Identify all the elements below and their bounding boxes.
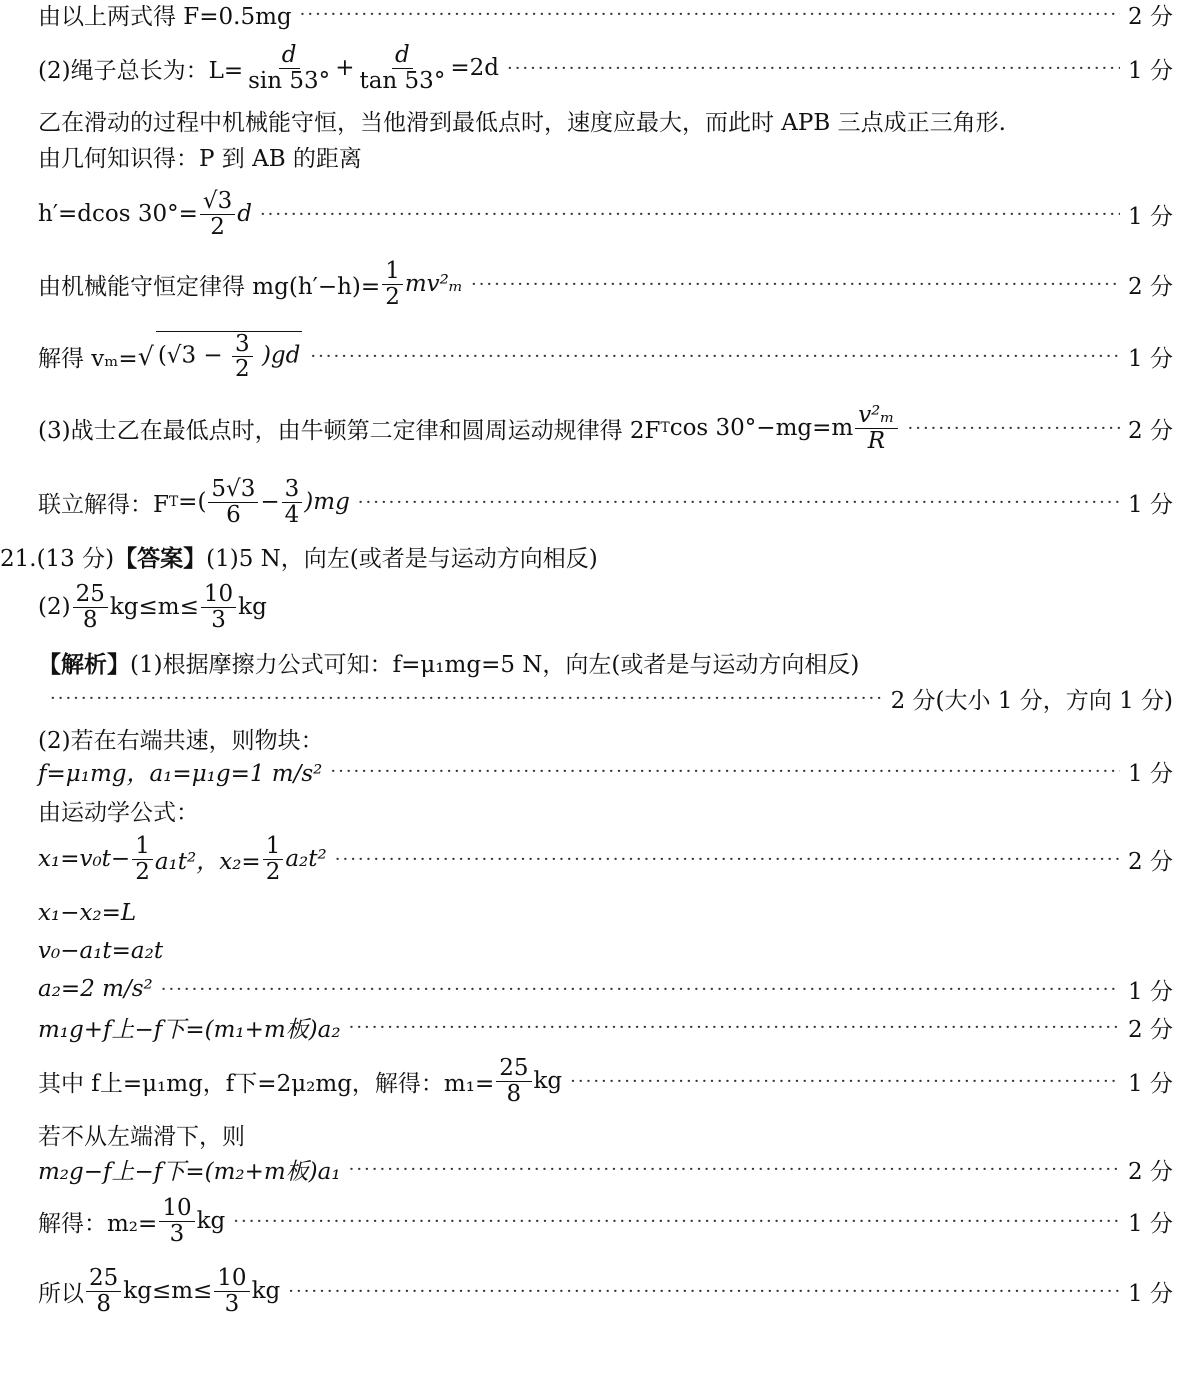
- leader-dots: [310, 346, 1120, 367]
- leader-dots: [358, 492, 1120, 513]
- fraction: [263, 834, 284, 883]
- paragraph: 由几何知识得：P 到 AB 的距离: [38, 146, 362, 172]
- solution-line-1: [38, 0, 1173, 28]
- equation: 由以上两式得 F=0.5mg: [38, 3, 292, 30]
- frac-den: R: [867, 427, 886, 454]
- fraction: [496, 1056, 531, 1105]
- frac-num: 25: [496, 1056, 531, 1081]
- friction-line: [38, 756, 1173, 786]
- equation: [38, 1056, 562, 1105]
- equation: [38, 1196, 225, 1245]
- radicand-b: )gd: [261, 342, 301, 369]
- height-line: [38, 186, 1173, 242]
- fraction: [208, 477, 258, 526]
- equation: [38, 189, 252, 238]
- m1-line: [38, 1052, 1173, 1110]
- leader-dots: [260, 204, 1120, 225]
- eq-part: x₁=v₀t−: [38, 846, 131, 872]
- equation: [38, 1266, 280, 1315]
- frac-den: 2: [210, 213, 225, 240]
- leader-dots: [349, 1017, 1120, 1038]
- frac-num: 10: [201, 582, 236, 607]
- frac-num: 3: [232, 332, 253, 357]
- question-number: 21.: [0, 546, 37, 572]
- leader-dots: [233, 1211, 1120, 1232]
- equation: m₂g−f上−f下=(m₂+m板)a₁: [38, 1158, 341, 1185]
- radical-icon: √: [137, 341, 154, 371]
- eq-suffix: kg: [251, 1278, 281, 1304]
- eq-part: a₂t²: [285, 846, 327, 872]
- frac-num: 5√3: [208, 477, 258, 502]
- score: 1 分: [1128, 203, 1173, 230]
- eq-prefix: (2)绳子总长为：L=: [38, 57, 244, 84]
- frac-den: 6: [226, 501, 241, 528]
- score: 2 分: [1128, 848, 1173, 875]
- eq-suffix: kg: [533, 1068, 563, 1094]
- kinematics-line: [38, 830, 1173, 888]
- fraction: [201, 582, 236, 631]
- equation: a₂=2 m/s²: [38, 976, 153, 1002]
- frac-num: √3: [200, 189, 235, 214]
- equation: [38, 582, 267, 631]
- equation: [38, 477, 350, 526]
- energy-line: [38, 256, 1173, 312]
- eq-suffix: )mg: [304, 489, 350, 515]
- leader-dots: [161, 979, 1120, 1000]
- eq-prefix: (2): [38, 594, 71, 620]
- eq-prefix: 解得 vₘ=: [38, 345, 138, 372]
- score: 1 分: [1128, 1210, 1173, 1237]
- fraction: [73, 582, 108, 631]
- eq-prefix: 联立解得：F: [38, 491, 169, 518]
- force-line-2: [38, 1154, 1173, 1184]
- score: 2 分: [1128, 3, 1173, 30]
- score: 1 分: [1128, 1070, 1173, 1097]
- eq-end: =2d: [450, 55, 499, 81]
- frac-num: 1: [382, 259, 403, 284]
- frac-num: 1: [263, 834, 284, 859]
- eq-suffix: mv²ₘ: [404, 271, 463, 297]
- frac-num: v²ₘ: [855, 403, 897, 428]
- force-line: [38, 1012, 1173, 1042]
- step-text: (2)若在右端共速，则物块：: [38, 728, 324, 754]
- question-21-header: [0, 540, 1171, 573]
- question-points: (13 分): [36, 546, 115, 572]
- eq-open: =(: [178, 489, 207, 515]
- eq-suffix: d: [237, 201, 252, 227]
- equation: [38, 403, 900, 452]
- fraction: [86, 1266, 121, 1315]
- analysis-line: [38, 646, 1171, 679]
- rope-length-line: [38, 40, 1173, 96]
- equation: f=μ₁mg，a₁=μ₁g=1 m/s²: [38, 760, 323, 787]
- leader-dots: [349, 1159, 1120, 1180]
- answer-text: (1)5 N，向左(或者是与运动方向相反): [206, 546, 598, 572]
- acceleration-line: [38, 974, 1173, 1004]
- score: 1 分: [1128, 491, 1173, 518]
- subscript: T: [168, 494, 179, 510]
- frac-num: 1: [132, 834, 153, 859]
- eq-prefix: 其中 f上=μ₁mg，f下=2μ₂mg，解得：m₁=: [38, 1070, 495, 1097]
- score: 2 分: [1128, 1016, 1173, 1043]
- frac-den: sin 53°: [248, 67, 331, 94]
- score: 2 分(大小 1 分，方向 1 分): [890, 687, 1173, 714]
- frac-num: d: [392, 43, 413, 68]
- score: 2 分: [1128, 417, 1173, 444]
- radicand-a: (√3 −: [157, 342, 223, 369]
- frac-den: 3: [169, 1220, 185, 1247]
- score: 2 分: [1128, 1158, 1173, 1185]
- frac-num: 10: [159, 1196, 194, 1221]
- paragraph: 乙在滑动的过程中机械能守恒，当他滑到最低点时，速度应最大，而此时 APB 三点成正三角形.: [38, 110, 1006, 136]
- leader-dots: [908, 418, 1121, 439]
- eq-prefix: (3)战士乙在最低点时，由牛顿第二定律和圆周运动规律得 2F: [38, 417, 661, 444]
- frac-num: 25: [73, 582, 108, 607]
- eq-mid: kg≤m≤: [123, 1278, 213, 1304]
- fraction: [282, 477, 303, 526]
- conclusion-line: [38, 1262, 1173, 1320]
- equation: x₁−x₂=L: [38, 900, 137, 926]
- leader-dots: [507, 58, 1120, 79]
- frac-den: 3: [211, 606, 226, 633]
- eq-part: a₁t²，x₂=: [154, 848, 261, 875]
- frac-den: 2: [135, 858, 150, 885]
- step-text: 若不从左端滑下，则: [38, 1124, 245, 1150]
- leader-dots: [570, 1071, 1120, 1092]
- step-text: 由运动学公式：: [38, 800, 199, 826]
- radicand: [156, 331, 303, 381]
- leader-dots: [471, 274, 1120, 295]
- leader-dots: [288, 1281, 1120, 1302]
- eq-prefix: 解得：m₂=: [38, 1210, 158, 1237]
- eq-suffix: kg: [238, 594, 267, 620]
- answer-tag: 【答案】: [114, 546, 207, 572]
- newton-line: [38, 398, 1173, 458]
- frac-den: 2: [234, 356, 250, 382]
- eq-mid: kg≤m≤: [109, 594, 199, 620]
- eq-prefix: 由机械能守恒定律得 mg(h′−h)=: [38, 273, 381, 300]
- fraction: [356, 43, 448, 92]
- frac-den: 8: [506, 1080, 522, 1107]
- equation: m₁g+f上−f下=(m₁+m板)a₂: [38, 1016, 341, 1043]
- fraction: [245, 43, 333, 92]
- fraction: [855, 403, 897, 452]
- score: 1 分: [1128, 57, 1173, 84]
- frac-num: 3: [282, 477, 303, 502]
- subscript: T: [660, 420, 670, 436]
- eq-prefix: 所以: [38, 1280, 84, 1307]
- score: 1 分: [1128, 760, 1173, 787]
- score: 1 分: [1128, 978, 1173, 1005]
- leader-dots: [50, 688, 883, 709]
- analysis-text: (1)根据摩擦力公式可知：f=μ₁mg=5 N，向左(或者是与运动方向相反): [130, 652, 860, 678]
- leader-dots: [300, 4, 1120, 25]
- frac-den: 8: [96, 1290, 111, 1317]
- fraction: [382, 259, 403, 308]
- score: 2 分: [1128, 273, 1173, 300]
- eq-minus: −: [260, 489, 280, 515]
- frac-num: 25: [86, 1266, 121, 1291]
- velocity-line: [38, 326, 1173, 386]
- tension-line: [38, 472, 1173, 532]
- fraction: [214, 1266, 249, 1315]
- frac-num: 10: [214, 1266, 249, 1291]
- score: 1 分: [1128, 345, 1173, 372]
- fraction: [159, 1196, 194, 1245]
- leader-dots: [335, 849, 1120, 870]
- frac-den: 4: [284, 501, 300, 528]
- frac-den: 2: [385, 283, 400, 310]
- equation: [38, 43, 499, 92]
- equation: [38, 331, 302, 381]
- score: 1 分: [1128, 1280, 1173, 1307]
- frac-num: d: [279, 43, 300, 68]
- analysis-tag: 【解析】: [38, 652, 130, 678]
- equation: [38, 834, 327, 883]
- fraction: [132, 834, 153, 883]
- frac-den: 2: [265, 858, 281, 885]
- fraction: [200, 189, 235, 238]
- frac-den: 3: [224, 1290, 240, 1317]
- analysis-score-line: [38, 684, 1173, 712]
- eq-prefix: h′=dcos 30°=: [38, 201, 198, 227]
- equation: v₀−a₁t=a₂t: [38, 938, 164, 964]
- eq-mid: cos 30°−mg=m: [669, 415, 854, 441]
- frac-den: tan 53°: [359, 67, 446, 94]
- answer-2-line: [38, 578, 1173, 636]
- eq-suffix: kg: [196, 1208, 226, 1234]
- eq-plus: +: [335, 55, 355, 81]
- m2-line: [38, 1192, 1173, 1250]
- leader-dots: [330, 761, 1120, 782]
- fraction: [232, 332, 253, 381]
- equation: [38, 259, 463, 308]
- frac-den: 8: [82, 606, 98, 633]
